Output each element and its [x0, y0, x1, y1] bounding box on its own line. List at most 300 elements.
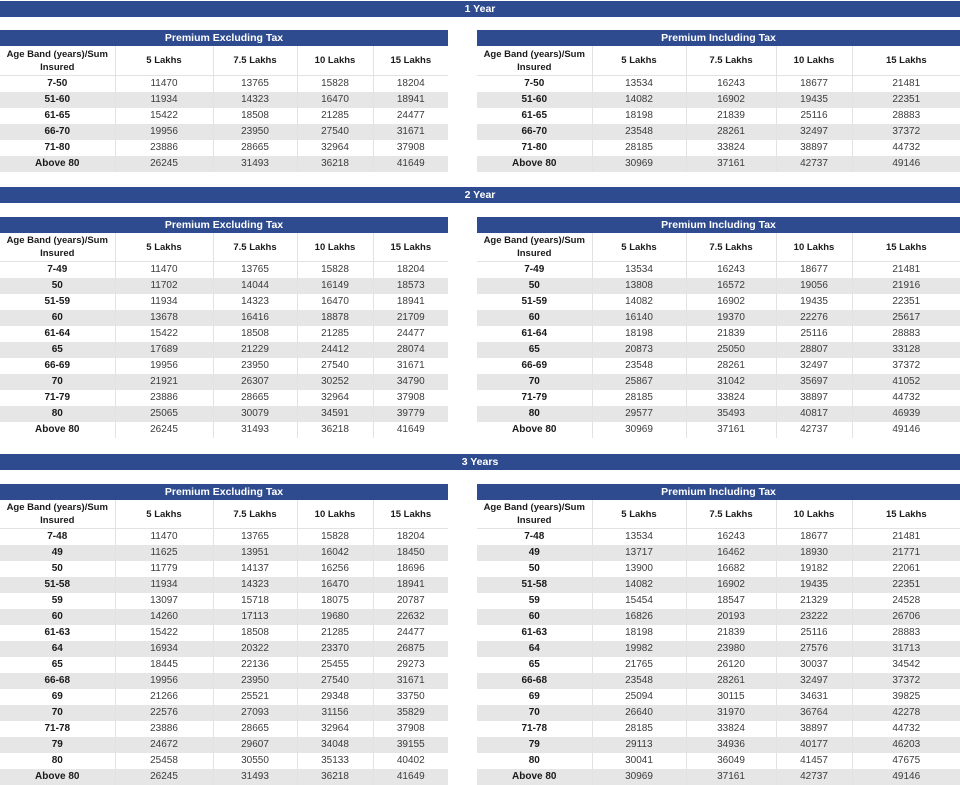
table-row: [477, 406, 960, 422]
premium-cell: 35133: [297, 753, 373, 769]
age-band-cell: 66-69: [477, 358, 592, 374]
table-row: [0, 390, 448, 406]
premium-cell: 28261: [686, 358, 776, 374]
premium-cell: 28074: [373, 342, 448, 358]
premium-cell: 23886: [115, 721, 213, 737]
table-row: [0, 278, 448, 294]
table-row: [477, 705, 960, 721]
premium-cell: 18198: [592, 326, 686, 342]
column-header-age-band: Age Band (years)/Sum Insured: [0, 233, 115, 262]
table-row: [477, 422, 960, 438]
premium-cell: 25116: [776, 625, 852, 641]
premium-cell: 11625: [115, 545, 213, 561]
premium-cell: 15828: [297, 262, 373, 279]
table-row: [477, 609, 960, 625]
age-band-cell: 80: [0, 753, 115, 769]
premium-cell: 23886: [115, 140, 213, 156]
premium-cell: 22351: [892, 296, 921, 307]
premium-cell: 32497: [776, 673, 852, 689]
premium-cell: 14323: [213, 294, 297, 310]
premium-cell: 22351: [852, 577, 960, 593]
age-band-cell: 50: [0, 561, 115, 577]
age-band-cell: 61-64: [0, 326, 115, 342]
premium-cell: 30079: [213, 406, 297, 422]
premium-cell: 29113: [592, 737, 686, 753]
premium-cell: 30969: [592, 422, 686, 438]
premium-cell: 38897: [776, 721, 852, 737]
age-band-cell: 70: [477, 705, 592, 721]
premium-cell: 13765: [213, 76, 297, 93]
premium-cell: 30252: [297, 374, 373, 390]
premium-cell: 16902: [686, 577, 776, 593]
column-header-sum-insured: 5 Lakhs: [592, 500, 686, 529]
table-row: [477, 310, 960, 326]
premium-cell: 44732: [892, 392, 921, 403]
premium-cell: 37908: [396, 723, 425, 734]
table-row: [0, 673, 448, 689]
premium-cell: 11779: [115, 561, 213, 577]
premium-cell: 49146: [852, 769, 960, 785]
premium-cell: 29273: [396, 659, 425, 670]
premium-cell: 28665: [213, 390, 297, 406]
column-header-sum-insured: 7.5 Lakhs: [686, 46, 776, 76]
premium-cell: 32964: [297, 140, 373, 156]
column-header-row: [477, 46, 960, 76]
premium-cell: 30550: [213, 753, 297, 769]
premium-cell: 28185: [592, 390, 686, 406]
table-row: [0, 124, 448, 140]
column-header-sum-insured: 10 Lakhs: [776, 46, 852, 76]
premium-cell: 18930: [776, 545, 852, 561]
premium-cell: 42737: [776, 422, 852, 438]
column-header-sum-insured: 15 Lakhs: [852, 233, 960, 262]
column-header-row: [477, 500, 960, 529]
premium-cell: 34542: [892, 659, 921, 670]
age-band-cell: 49: [477, 545, 592, 561]
premium-cell: 14323: [213, 92, 297, 108]
age-band-cell: 61-65: [477, 108, 592, 124]
premium-cell: 13808: [592, 278, 686, 294]
premium-cell: 21481: [892, 264, 921, 275]
premium-cell: 13765: [213, 529, 297, 546]
table-row: [477, 108, 960, 124]
table-row: [477, 689, 960, 705]
table-row: [477, 262, 960, 279]
column-header-sum-insured: 15 Lakhs: [852, 46, 960, 76]
column-header-sum-insured: 5 Lakhs: [115, 233, 213, 262]
table-row: [0, 657, 448, 673]
premium-cell: 37908: [396, 142, 425, 153]
table-3-years-excluding-tax: [0, 484, 448, 785]
premium-cell: 11934: [115, 577, 213, 593]
age-band-cell: Above 80: [0, 156, 115, 172]
table-row: [0, 529, 448, 546]
column-header-sum-insured: 7.5 Lakhs: [686, 233, 776, 262]
premium-cell: 46939: [852, 406, 960, 422]
age-band-cell: 71-80: [0, 140, 115, 156]
premium-cell: 21329: [776, 593, 852, 609]
premium-cell: 49146: [852, 156, 960, 172]
premium-cell: 26706: [852, 609, 960, 625]
premium-cell: 20193: [686, 609, 776, 625]
premium-cell: 11470: [115, 262, 213, 279]
column-header-age-band: Age Band (years)/Sum Insured: [477, 500, 592, 529]
table-row: [477, 76, 960, 93]
premium-cell: 40177: [776, 737, 852, 753]
table-row: [477, 294, 960, 310]
premium-cell: 36049: [686, 753, 776, 769]
premium-cell: 40817: [776, 406, 852, 422]
premium-cell: 18941: [373, 577, 448, 593]
premium-cell: 31713: [852, 641, 960, 657]
premium-cell: 19956: [115, 358, 213, 374]
premium-cell: 33824: [686, 140, 776, 156]
table-row: [0, 156, 448, 172]
premium-cell: 18204: [396, 78, 425, 89]
premium-cell: 41457: [776, 753, 852, 769]
premium-cell: 31671: [396, 360, 425, 371]
column-header-row: [477, 233, 960, 262]
premium-cell: 30969: [592, 156, 686, 172]
premium-cell: 25050: [686, 342, 776, 358]
premium-cell: 27540: [297, 358, 373, 374]
table-row: [0, 609, 448, 625]
table-row: [477, 577, 960, 593]
table-row: [477, 561, 960, 577]
premium-cell: 26640: [592, 705, 686, 721]
column-header-sum-insured: 7.5 Lakhs: [213, 46, 297, 76]
table-1-year-excluding-tax: [0, 30, 448, 172]
table-row: [0, 625, 448, 641]
column-header-row: [0, 233, 448, 262]
premium-cell: 31042: [686, 374, 776, 390]
premium-cell: 11470: [115, 529, 213, 546]
age-band-cell: 80: [0, 406, 115, 422]
column-header-sum-insured: 5 Lakhs: [592, 46, 686, 76]
premium-cell: 26120: [686, 657, 776, 673]
table-row: [0, 769, 448, 785]
premium-cell: 18450: [373, 545, 448, 561]
age-band-cell: 61-64: [477, 326, 592, 342]
premium-cell: 22576: [115, 705, 213, 721]
table-row: [477, 593, 960, 609]
premium-cell: 37372: [852, 673, 960, 689]
age-band-cell: 70: [477, 374, 592, 390]
premium-cell: 31156: [297, 705, 373, 721]
table-title: Premium Excluding Tax: [0, 484, 448, 500]
age-band-cell: 66-68: [477, 673, 592, 689]
premium-cell: 32964: [297, 721, 373, 737]
premium-cell: 18677: [776, 76, 852, 93]
premium-cell: 29577: [592, 406, 686, 422]
table-title: Premium Including Tax: [477, 30, 960, 46]
table-row: [0, 561, 448, 577]
table-row: [477, 374, 960, 390]
premium-cell: 14082: [592, 294, 686, 310]
age-band-cell: 69: [477, 689, 592, 705]
age-band-cell: 61-63: [0, 625, 115, 641]
column-header-sum-insured: 10 Lakhs: [297, 500, 373, 529]
table-1-year-including-tax: [477, 30, 960, 172]
premium-cell: 24672: [115, 737, 213, 753]
table-row: [477, 737, 960, 753]
premium-cell: 21916: [852, 278, 960, 294]
age-band-cell: 66-68: [0, 673, 115, 689]
age-band-cell: 7-49: [0, 262, 115, 279]
premium-cell: 36218: [297, 769, 373, 785]
age-band-cell: 65: [477, 657, 592, 673]
premium-cell: 21921: [115, 374, 213, 390]
table-row: [0, 358, 448, 374]
premium-cell: 36218: [297, 422, 373, 438]
premium-cell: 25455: [297, 657, 373, 673]
premium-cell: 39825: [892, 691, 921, 702]
premium-cell: 41649: [373, 769, 448, 785]
premium-cell: 30037: [776, 657, 852, 673]
premium-cell: 24412: [297, 342, 373, 358]
premium-cell: 22061: [892, 563, 921, 574]
premium-cell: 42737: [776, 769, 852, 785]
column-header-age-band: Age Band (years)/Sum Insured: [477, 46, 592, 76]
column-header-sum-insured: 7.5 Lakhs: [686, 500, 776, 529]
age-band-cell: 59: [0, 593, 115, 609]
premium-cell: 37372: [892, 360, 921, 371]
premium-cell: 26245: [115, 422, 213, 438]
premium-cell: 22351: [852, 92, 960, 108]
age-band-cell: 7-48: [0, 529, 115, 546]
column-header-sum-insured: 5 Lakhs: [115, 46, 213, 76]
premium-cell: 15828: [297, 529, 373, 546]
age-band-cell: 60: [477, 609, 592, 625]
table-row: [477, 342, 960, 358]
age-band-cell: 60: [0, 310, 115, 326]
premium-cell: 24477: [396, 627, 425, 638]
column-header-sum-insured: 15 Lakhs: [373, 46, 448, 76]
premium-cell: 16256: [297, 561, 373, 577]
premium-cell: 14082: [592, 577, 686, 593]
premium-cell: 21481: [892, 78, 921, 89]
table-row: [477, 358, 960, 374]
premium-cell: 33824: [686, 390, 776, 406]
premium-cell: 11934: [115, 294, 213, 310]
column-header-sum-insured: 10 Lakhs: [297, 233, 373, 262]
premium-cell: 21285: [297, 326, 373, 342]
premium-cell: 15422: [115, 625, 213, 641]
age-band-cell: 79: [477, 737, 592, 753]
premium-cell: 21266: [115, 689, 213, 705]
age-band-cell: 51-58: [0, 577, 115, 593]
premium-cell: 28665: [213, 140, 297, 156]
premium-cell: 44732: [892, 723, 921, 734]
premium-cell: 15422: [115, 326, 213, 342]
premium-cell: 18508: [213, 108, 297, 124]
premium-cell: 23548: [592, 673, 686, 689]
premium-cell: 16243: [686, 262, 776, 279]
column-header-sum-insured: 15 Lakhs: [373, 500, 448, 529]
premium-cell: 41052: [852, 374, 960, 390]
column-header-age-band: Age Band (years)/Sum Insured: [477, 233, 592, 262]
premium-cell: 24528: [892, 595, 921, 606]
premium-cell: 35697: [776, 374, 852, 390]
premium-cell: 33750: [396, 691, 425, 702]
age-band-cell: 64: [477, 641, 592, 657]
premium-cell: 24477: [396, 110, 425, 121]
premium-cell: 18573: [373, 278, 448, 294]
age-band-cell: 71-79: [477, 390, 592, 406]
age-band-cell: 65: [0, 342, 115, 358]
premium-cell: 28261: [686, 124, 776, 140]
age-band-cell: 71-78: [477, 721, 592, 737]
premium-cell: 39155: [373, 737, 448, 753]
premium-cell: 24477: [396, 328, 425, 339]
premium-cell: 16140: [592, 310, 686, 326]
premium-cell: 19370: [686, 310, 776, 326]
premium-cell: 21839: [686, 108, 776, 124]
premium-cell: 16243: [686, 76, 776, 93]
premium-cell: 21481: [892, 531, 921, 542]
premium-cell: 13900: [592, 561, 686, 577]
age-band-cell: 51-59: [477, 294, 592, 310]
premium-cell: 30115: [686, 689, 776, 705]
premium-cell: 30969: [592, 769, 686, 785]
premium-cell: 23222: [776, 609, 852, 625]
premium-cell: 14082: [592, 92, 686, 108]
age-band-cell: 65: [0, 657, 115, 673]
premium-cell: 46203: [852, 737, 960, 753]
premium-cell: 28185: [592, 140, 686, 156]
age-band-cell: 60: [0, 609, 115, 625]
premium-cell: 17689: [115, 342, 213, 358]
age-band-cell: 59: [477, 593, 592, 609]
premium-cell: 16682: [686, 561, 776, 577]
premium-cell: 20873: [592, 342, 686, 358]
premium-cell: 19956: [115, 673, 213, 689]
table-row: [0, 342, 448, 358]
table-row: [477, 625, 960, 641]
table-row: [0, 76, 448, 93]
premium-cell: 23886: [115, 390, 213, 406]
premium-cell: 38897: [776, 140, 852, 156]
column-header-age-band: Age Band (years)/Sum Insured: [0, 46, 115, 76]
premium-cell: 20322: [213, 641, 297, 657]
premium-cell: 21839: [686, 625, 776, 641]
age-band-cell: 71-78: [0, 721, 115, 737]
age-band-cell: 7-48: [477, 529, 592, 546]
table-title: Premium Excluding Tax: [0, 30, 448, 46]
age-band-cell: 69: [0, 689, 115, 705]
premium-cell: 11702: [115, 278, 213, 294]
table-title: Premium Excluding Tax: [0, 217, 448, 233]
premium-cell: 29348: [297, 689, 373, 705]
premium-cell: 33824: [686, 721, 776, 737]
premium-cell: 37161: [686, 422, 776, 438]
table-row: [477, 278, 960, 294]
premium-cell: 42278: [852, 705, 960, 721]
column-header-sum-insured: 5 Lakhs: [592, 233, 686, 262]
age-band-cell: 80: [477, 753, 592, 769]
premium-cell: 47675: [892, 755, 921, 766]
premium-cell: 21285: [297, 108, 373, 124]
table-row: [477, 326, 960, 342]
premium-cell: 41649: [396, 424, 425, 435]
column-header-sum-insured: 5 Lakhs: [115, 500, 213, 529]
section-title-2-year: 2 Year: [0, 187, 960, 203]
premium-cell: 14260: [115, 609, 213, 625]
premium-cell: 31493: [213, 156, 297, 172]
column-header-row: [0, 46, 448, 76]
premium-cell: 21839: [686, 326, 776, 342]
table-row: [0, 294, 448, 310]
premium-cell: 28807: [776, 342, 852, 358]
premium-cell: 37161: [686, 769, 776, 785]
premium-cell: 23980: [686, 641, 776, 657]
table-row: [477, 721, 960, 737]
premium-cell: 38897: [776, 390, 852, 406]
table-row: [477, 156, 960, 172]
premium-cell: 18508: [213, 625, 297, 641]
table-row: [0, 753, 448, 769]
premium-cell: 31493: [213, 422, 297, 438]
premium-cell: 26245: [115, 769, 213, 785]
age-band-cell: Above 80: [0, 769, 115, 785]
premium-cell: 16470: [297, 294, 373, 310]
premium-cell: 21709: [373, 310, 448, 326]
table-row: [0, 577, 448, 593]
table-row: [477, 641, 960, 657]
premium-cell: 40402: [396, 755, 425, 766]
table-row: [0, 705, 448, 721]
premium-cell: 19056: [776, 278, 852, 294]
table-row: [477, 529, 960, 546]
age-band-cell: Above 80: [477, 422, 592, 438]
section-title-3-years: 3 Years: [0, 454, 960, 470]
premium-cell: 14044: [213, 278, 297, 294]
table-row: [0, 262, 448, 279]
premium-cell: 37908: [396, 392, 425, 403]
table-row: [0, 310, 448, 326]
premium-cell: 26307: [213, 374, 297, 390]
column-header-age-band: Age Band (years)/Sum Insured: [0, 500, 115, 529]
premium-cell: 32497: [776, 124, 852, 140]
section-title-1-year: 1 Year: [0, 1, 960, 17]
column-header-sum-insured: 10 Lakhs: [776, 233, 852, 262]
premium-cell: 26245: [115, 156, 213, 172]
premium-cell: 25617: [852, 310, 960, 326]
premium-cell: 31671: [373, 673, 448, 689]
column-header-sum-insured: 15 Lakhs: [852, 500, 960, 529]
premium-cell: 18445: [115, 657, 213, 673]
table-row: [0, 374, 448, 390]
premium-cell: 18696: [396, 563, 425, 574]
premium-cell: 16416: [213, 310, 297, 326]
premium-cell: 15718: [213, 593, 297, 609]
premium-cell: 23548: [592, 124, 686, 140]
table-row: [0, 689, 448, 705]
premium-cell: 21229: [213, 342, 297, 358]
premium-cell: 22276: [776, 310, 852, 326]
age-band-cell: 50: [0, 278, 115, 294]
premium-cell: 19982: [592, 641, 686, 657]
premium-cell: 35829: [373, 705, 448, 721]
premium-cell: 28261: [686, 673, 776, 689]
column-header-row: [0, 500, 448, 529]
premium-cell: 37372: [852, 124, 960, 140]
premium-cell: 49146: [892, 424, 921, 435]
premium-cell: 13534: [592, 76, 686, 93]
premium-cell: 19435: [776, 294, 852, 310]
premium-cell: 18075: [297, 593, 373, 609]
premium-cell: 18198: [592, 108, 686, 124]
